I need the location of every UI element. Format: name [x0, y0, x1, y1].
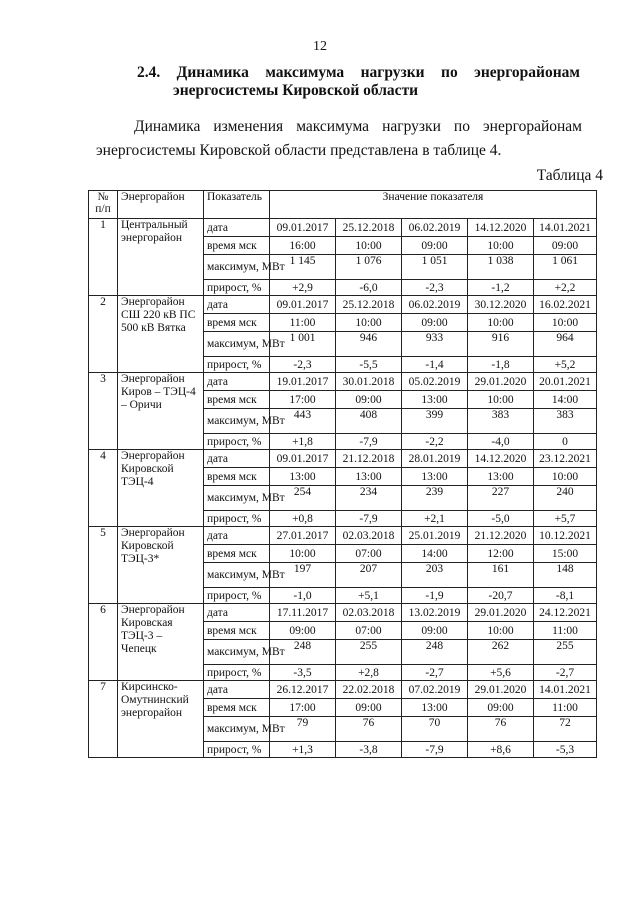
value-cell: 30.01.2018: [336, 373, 402, 391]
indicator-label: время мск: [204, 237, 270, 255]
value-cell: -6,0: [336, 280, 402, 296]
heading-word: максимума: [265, 64, 345, 81]
value-cell: -2,7: [402, 665, 468, 681]
page-number: 12: [313, 39, 327, 54]
section-heading: [137, 64, 580, 100]
region-number: 1: [89, 219, 118, 296]
region-number: 6: [89, 604, 118, 681]
value-cell: 933: [402, 332, 468, 357]
value-cell: -3,8: [336, 742, 402, 758]
value-cell: -1,9: [402, 588, 468, 604]
value-cell: 17:00: [270, 391, 336, 409]
value-cell: 916: [468, 332, 534, 357]
value-cell: 10:00: [270, 545, 336, 563]
value-cell: 14.01.2021: [534, 681, 597, 699]
value-cell: 254: [270, 486, 336, 511]
value-cell: -3,5: [270, 665, 336, 681]
indicator-label: максимум, МВт: [204, 486, 270, 511]
value-cell: 12:00: [468, 545, 534, 563]
value-cell: 06.02.2019: [402, 219, 468, 237]
value-cell: 13:00: [402, 699, 468, 717]
value-cell: -7,9: [336, 434, 402, 450]
value-cell: 15:00: [534, 545, 597, 563]
value-cell: 30.12.2020: [468, 296, 534, 314]
value-cell: 10:00: [468, 237, 534, 255]
value-cell: +2,2: [534, 280, 597, 296]
value-cell: 19.01.2017: [270, 373, 336, 391]
indicator-label: дата: [204, 219, 270, 237]
value-cell: 17:00: [270, 699, 336, 717]
value-cell: +2,8: [336, 665, 402, 681]
paragraph-word: нагрузки: [382, 118, 441, 135]
row-date: [89, 219, 597, 237]
value-cell: +2,9: [270, 280, 336, 296]
indicator-label: максимум, МВт: [204, 255, 270, 280]
value-cell: 11:00: [270, 314, 336, 332]
indicator-label: время мск: [204, 622, 270, 640]
value-cell: 02.03.2018: [336, 604, 402, 622]
value-cell: 26.12.2017: [270, 681, 336, 699]
value-cell: 79: [270, 717, 336, 742]
region-name: Энергорайон Кировской ТЭЦ-4: [118, 450, 204, 527]
value-cell: +0,8: [270, 511, 336, 527]
intro-paragraph: [96, 115, 582, 163]
row-date: [89, 681, 597, 699]
value-cell: 14:00: [534, 391, 597, 409]
value-cell: 09:00: [402, 237, 468, 255]
heading-word: энергорайонам: [474, 64, 580, 81]
indicator-label: дата: [204, 527, 270, 545]
value-cell: 17.11.2017: [270, 604, 336, 622]
indicator-label: время мск: [204, 314, 270, 332]
value-cell: 25.12.2018: [336, 296, 402, 314]
row-date: [89, 296, 597, 314]
table-caption: Таблица 4: [536, 167, 603, 184]
value-cell: 09.01.2017: [270, 450, 336, 468]
indicator-label: прирост, %: [204, 588, 270, 604]
table-body: [89, 219, 597, 758]
value-cell: 0: [534, 434, 597, 450]
value-cell: 1 145: [270, 255, 336, 280]
region-name: Энергорайон СШ 220 кВ ПС 500 кВ Вятка: [118, 296, 204, 373]
indicator-label: максимум, МВт: [204, 717, 270, 742]
indicator-label: время мск: [204, 545, 270, 563]
indicator-label: время мск: [204, 699, 270, 717]
value-cell: 262: [468, 640, 534, 665]
value-cell: 13:00: [336, 468, 402, 486]
indicator-label: максимум, МВт: [204, 332, 270, 357]
value-cell: +2,1: [402, 511, 468, 527]
indicator-label: прирост, %: [204, 665, 270, 681]
region-number: 3: [89, 373, 118, 450]
value-cell: 255: [534, 640, 597, 665]
value-cell: 203: [402, 563, 468, 588]
value-cell: 255: [336, 640, 402, 665]
value-cell: 72: [534, 717, 597, 742]
indicator-label: время мск: [204, 391, 270, 409]
header-num: № п/п: [89, 191, 118, 219]
value-cell: 09:00: [270, 622, 336, 640]
value-cell: 09.01.2017: [270, 219, 336, 237]
value-cell: 13:00: [468, 468, 534, 486]
value-cell: 10:00: [336, 314, 402, 332]
value-cell: 10:00: [336, 237, 402, 255]
value-cell: +5,2: [534, 357, 597, 373]
value-cell: 13:00: [402, 468, 468, 486]
indicator-label: дата: [204, 373, 270, 391]
value-cell: 1 061: [534, 255, 597, 280]
region-name: Энергорайон Кировская ТЭЦ-3 – Чепецк: [118, 604, 204, 681]
value-cell: -1,8: [468, 357, 534, 373]
table-header-row: [89, 191, 597, 219]
value-cell: -2,7: [534, 665, 597, 681]
value-cell: 10.12.2021: [534, 527, 597, 545]
value-cell: 28.01.2019: [402, 450, 468, 468]
value-cell: 13:00: [270, 468, 336, 486]
value-cell: 443: [270, 409, 336, 434]
indicator-label: максимум, МВт: [204, 409, 270, 434]
section-number: 2.4.: [137, 64, 161, 81]
value-cell: 14.01.2021: [534, 219, 597, 237]
indicator-label: прирост, %: [204, 742, 270, 758]
indicator-label: прирост, %: [204, 280, 270, 296]
value-cell: -1,4: [402, 357, 468, 373]
heading-word: нагрузки: [360, 64, 425, 81]
paragraph-word: максимума: [296, 118, 370, 135]
value-cell: 09:00: [534, 237, 597, 255]
value-cell: 946: [336, 332, 402, 357]
paragraph-word: изменения: [213, 118, 284, 135]
value-cell: 197: [270, 563, 336, 588]
value-cell: 16.02.2021: [534, 296, 597, 314]
value-cell: 21.12.2018: [336, 450, 402, 468]
row-date: [89, 373, 597, 391]
value-cell: 21.12.2020: [468, 527, 534, 545]
indicator-label: дата: [204, 296, 270, 314]
value-cell: 11:00: [534, 699, 597, 717]
value-cell: +5,1: [336, 588, 402, 604]
value-cell: 148: [534, 563, 597, 588]
value-cell: 248: [402, 640, 468, 665]
value-cell: 10:00: [468, 622, 534, 640]
value-cell: 06.02.2019: [402, 296, 468, 314]
value-cell: -1,0: [270, 588, 336, 604]
value-cell: 29.01.2020: [468, 681, 534, 699]
value-cell: 14:00: [402, 545, 468, 563]
value-cell: -7,9: [336, 511, 402, 527]
value-cell: 161: [468, 563, 534, 588]
indicator-label: прирост, %: [204, 357, 270, 373]
header-values: Значение показателя: [270, 191, 597, 219]
indicator-label: время мск: [204, 468, 270, 486]
value-cell: 29.01.2020: [468, 373, 534, 391]
value-cell: 07:00: [336, 622, 402, 640]
region-name: Энергорайон Киров – ТЭЦ-4 – Оричи: [118, 373, 204, 450]
value-cell: +8,6: [468, 742, 534, 758]
value-cell: 27.01.2017: [270, 527, 336, 545]
value-cell: -5,3: [534, 742, 597, 758]
value-cell: 964: [534, 332, 597, 357]
value-cell: 1 038: [468, 255, 534, 280]
value-cell: 383: [468, 409, 534, 434]
value-cell: 09:00: [336, 391, 402, 409]
indicator-label: максимум, МВт: [204, 563, 270, 588]
value-cell: -2,3: [402, 280, 468, 296]
indicator-label: дата: [204, 450, 270, 468]
value-cell: 10:00: [534, 314, 597, 332]
value-cell: +5,6: [468, 665, 534, 681]
value-cell: 13:00: [402, 391, 468, 409]
row-date: [89, 527, 597, 545]
indicator-label: максимум, МВт: [204, 640, 270, 665]
value-cell: 22.02.2018: [336, 681, 402, 699]
value-cell: 09:00: [402, 622, 468, 640]
value-cell: -7,9: [402, 742, 468, 758]
row-date: [89, 604, 597, 622]
paragraph-word: по: [453, 118, 470, 135]
value-cell: 248: [270, 640, 336, 665]
indicator-label: дата: [204, 681, 270, 699]
paragraph-line-2: энергосистемы Кировской области представлена в таблице 4.: [96, 142, 502, 159]
value-cell: 1 076: [336, 255, 402, 280]
paragraph-word: энергорайонам: [483, 118, 582, 135]
value-cell: -1,2: [468, 280, 534, 296]
region-number: 4: [89, 450, 118, 527]
value-cell: 11:00: [534, 622, 597, 640]
value-cell: 1 001: [270, 332, 336, 357]
row-date: [89, 450, 597, 468]
value-cell: 16:00: [270, 237, 336, 255]
value-cell: 24.12.2021: [534, 604, 597, 622]
value-cell: 05.02.2019: [402, 373, 468, 391]
value-cell: +5,7: [534, 511, 597, 527]
value-cell: -8,1: [534, 588, 597, 604]
heading-word: Динамика: [176, 64, 249, 81]
value-cell: 23.12.2021: [534, 450, 597, 468]
region-number: 7: [89, 681, 118, 758]
value-cell: 10:00: [534, 468, 597, 486]
paragraph-word: Динамика: [134, 118, 201, 135]
value-cell: 70: [402, 717, 468, 742]
heading-word: по: [441, 64, 458, 81]
heading-line-2: энергосистемы Кировской области: [173, 82, 419, 99]
value-cell: 240: [534, 486, 597, 511]
value-cell: 07.02.2019: [402, 681, 468, 699]
value-cell: 239: [402, 486, 468, 511]
header-indicator: Показатель: [204, 191, 270, 219]
value-cell: -4,0: [468, 434, 534, 450]
region-number: 5: [89, 527, 118, 604]
value-cell: 10:00: [468, 314, 534, 332]
value-cell: 227: [468, 486, 534, 511]
value-cell: 29.01.2020: [468, 604, 534, 622]
value-cell: 207: [336, 563, 402, 588]
value-cell: 234: [336, 486, 402, 511]
value-cell: 76: [468, 717, 534, 742]
value-cell: 383: [534, 409, 597, 434]
value-cell: 408: [336, 409, 402, 434]
value-cell: 07:00: [336, 545, 402, 563]
value-cell: 13.02.2019: [402, 604, 468, 622]
header-region: Энергорайон: [118, 191, 204, 219]
value-cell: 25.12.2018: [336, 219, 402, 237]
value-cell: -2,3: [270, 357, 336, 373]
indicator-label: прирост, %: [204, 511, 270, 527]
value-cell: 25.01.2019: [402, 527, 468, 545]
indicator-label: дата: [204, 604, 270, 622]
value-cell: 09.01.2017: [270, 296, 336, 314]
value-cell: +1,3: [270, 742, 336, 758]
value-cell: 10:00: [468, 391, 534, 409]
value-cell: 09:00: [336, 699, 402, 717]
value-cell: 14.12.2020: [468, 450, 534, 468]
value-cell: 09:00: [468, 699, 534, 717]
value-cell: 399: [402, 409, 468, 434]
value-cell: 09:00: [402, 314, 468, 332]
region-name: Центральный энергорайон: [118, 219, 204, 296]
value-cell: 76: [336, 717, 402, 742]
value-cell: -20,7: [468, 588, 534, 604]
value-cell: -5,5: [336, 357, 402, 373]
value-cell: 1 051: [402, 255, 468, 280]
region-number: 2: [89, 296, 118, 373]
value-cell: 02.03.2018: [336, 527, 402, 545]
value-cell: 20.01.2021: [534, 373, 597, 391]
value-cell: 14.12.2020: [468, 219, 534, 237]
value-cell: -2,2: [402, 434, 468, 450]
value-cell: -5,0: [468, 511, 534, 527]
region-name: Кирсинско-Омутнинский энергорайон: [118, 681, 204, 758]
indicator-label: прирост, %: [204, 434, 270, 450]
region-name: Энергорайон Кировской ТЭЦ-3*: [118, 527, 204, 604]
load-dynamics-table: [88, 190, 597, 758]
value-cell: +1,8: [270, 434, 336, 450]
